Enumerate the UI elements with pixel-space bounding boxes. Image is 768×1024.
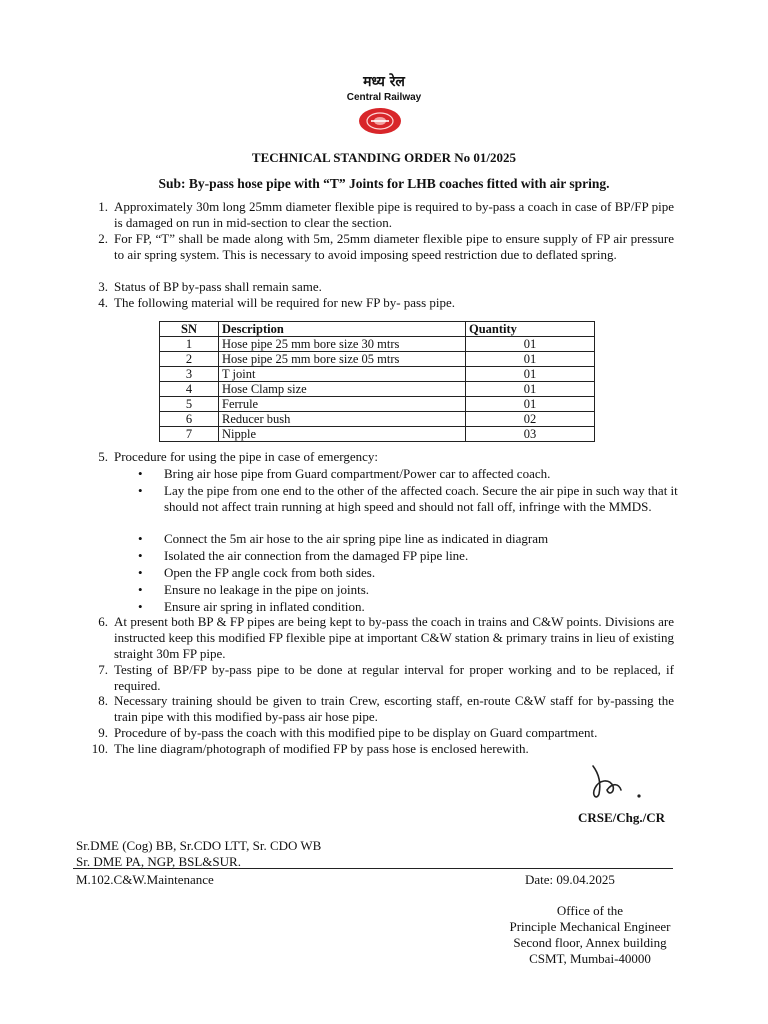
bullet-text: Isolated the air connection from the damaged FP pipe line. — [164, 548, 469, 563]
cell-sn: 7 — [160, 427, 219, 442]
point-number: 6. — [98, 614, 108, 629]
point-text: At present both BP & FP pipes are being kept to by-pass the coach in trains and C&W points. Divisions are instructed keep this modified FP flexible pipe at important C&W station & primary trains in lieu of existing straight 30m FP pipe. — [114, 614, 674, 661]
table-row — [160, 427, 595, 442]
signatory-designation: CRSE/Chg./CR — [578, 810, 666, 825]
bullet-text: Ensure no leakage in the pipe on joints. — [164, 582, 370, 597]
cell-description: T joint — [219, 367, 466, 382]
material-table — [159, 321, 595, 442]
point-text: Testing of BP/FP by-pass pipe to be done at regular interval for proper working and to be replaced, if required. — [114, 662, 674, 693]
bullet-icon: • — [138, 531, 143, 546]
office-line: CSMT, Mumbai-40000 — [529, 951, 651, 966]
cell-sn: 3 — [160, 367, 219, 382]
table-header-row — [160, 322, 595, 337]
cell-quantity: 03 — [466, 427, 595, 442]
point-text: For FP, “T” shall be made along with 5m, 25mm diameter flexible pipe to ensure supply of FP air pressure to air spring system. This is necessary to avoid imposing speed restriction due to deflated spring. — [114, 231, 674, 262]
footer-divider — [73, 868, 673, 869]
bullet-text: Connect the 5m air hose to the air spring pipe line as indicated in diagram — [164, 531, 549, 546]
column-header-description: Description — [219, 322, 466, 337]
order-subject: Sub: By-pass hose pipe with “T” Joints for LHB coaches fitted with air spring. — [158, 176, 610, 191]
copy-to-line-1: Sr.DME (Cog) BB, Sr.CDO LTT, Sr. CDO WB — [76, 838, 322, 853]
point-text: Approximately 30m long 25mm diameter flexible pipe is required to by-pass a coach in case of BP/FP pipe is damaged on run in mid-section to clear the section. — [114, 199, 674, 230]
bullet-icon: • — [138, 582, 143, 597]
cell-description: Nipple — [219, 427, 466, 442]
order-title: TECHNICAL STANDING ORDER No 01/2025 — [251, 150, 517, 165]
point-text: The following material will be required for new FP by- pass pipe. — [114, 295, 456, 310]
point-number: 1. — [98, 199, 108, 214]
point-number: 4. — [98, 295, 108, 310]
cell-quantity: 01 — [466, 337, 595, 352]
cell-description: Reducer bush — [219, 412, 466, 427]
bullet-icon: • — [138, 466, 143, 481]
point-text: Procedure for using the pipe in case of emergency: — [114, 449, 378, 464]
bullet-text: Bring air hose pipe from Guard compartment/Power car to affected coach. — [164, 466, 551, 481]
point-number: 8. — [98, 693, 108, 708]
table-row — [160, 337, 595, 352]
cell-sn: 4 — [160, 382, 219, 397]
cell-quantity: 01 — [466, 367, 595, 382]
point-number: 10. — [91, 741, 108, 756]
bullet-icon: • — [138, 565, 143, 580]
cell-quantity: 01 — [466, 397, 595, 412]
cell-description: Hose Clamp size — [219, 382, 466, 397]
cell-quantity: 01 — [466, 352, 595, 367]
cell-sn: 6 — [160, 412, 219, 427]
cell-quantity: 01 — [466, 382, 595, 397]
table-row — [160, 382, 595, 397]
column-header-sn: SN — [160, 322, 219, 337]
office-line: Second floor, Annex building — [513, 935, 667, 950]
bullet-icon: • — [138, 599, 143, 614]
cell-sn: 1 — [160, 337, 219, 352]
table-row — [160, 412, 595, 427]
column-header-quantity: Quantity — [466, 322, 595, 337]
reference-number: M.102.C&W.Maintenance — [76, 872, 214, 887]
copy-to-line-2: Sr. DME PA, NGP, BSL&SUR. — [76, 854, 241, 869]
point-number: 7. — [98, 662, 108, 677]
cell-sn: 2 — [160, 352, 219, 367]
office-line: Principle Mechanical Engineer — [509, 919, 671, 934]
point-number: 2. — [98, 231, 108, 246]
cell-description: Hose pipe 25 mm bore size 30 mtrs — [219, 337, 466, 352]
point-text: Status of BP by-pass shall remain same. — [114, 279, 322, 294]
cell-quantity: 02 — [466, 412, 595, 427]
office-line: Office of the — [556, 903, 624, 918]
order-date: Date: 09.04.2025 — [525, 872, 615, 887]
org-name-english: Central Railway — [346, 92, 422, 103]
cell-sn: 5 — [160, 397, 219, 412]
point-text: Procedure of by-pass the coach with this modified pipe to be display on Guard compartment. — [114, 725, 598, 740]
point-number: 5. — [98, 449, 108, 464]
bullet-text: Open the FP angle cock from both sides. — [164, 565, 376, 580]
table-row — [160, 352, 595, 367]
point-text: The line diagram/photograph of modified FP by pass hose is enclosed herewith. — [114, 741, 529, 756]
bullet-text: Lay the pipe from one end to the other of the affected coach. Secure the air pipe in such way that it should not affect train running at high speed and should not fall off, infringe with the MMDS. — [164, 483, 678, 514]
bullet-icon: • — [138, 483, 143, 498]
cell-description: Hose pipe 25 mm bore size 05 mtrs — [219, 352, 466, 367]
cell-description: Ferrule — [219, 397, 466, 412]
handwritten-signature — [585, 760, 655, 810]
point-number: 9. — [98, 725, 108, 740]
table-row — [160, 397, 595, 412]
table-row — [160, 367, 595, 382]
point-number: 3. — [98, 279, 108, 294]
org-name-hindi: मध्य रेल — [363, 74, 405, 90]
issuing-office — [460, 903, 720, 967]
point-text: Necessary training should be given to train Crew, escorting staff, en-route C&W staff for by-passing the train pipe with this modified by-pass air hose pipe. — [114, 693, 674, 724]
bullet-icon: • — [138, 548, 143, 563]
bullet-text: Ensure air spring in inflated condition. — [164, 599, 365, 614]
indian-railways-emblem-icon — [357, 106, 403, 141]
